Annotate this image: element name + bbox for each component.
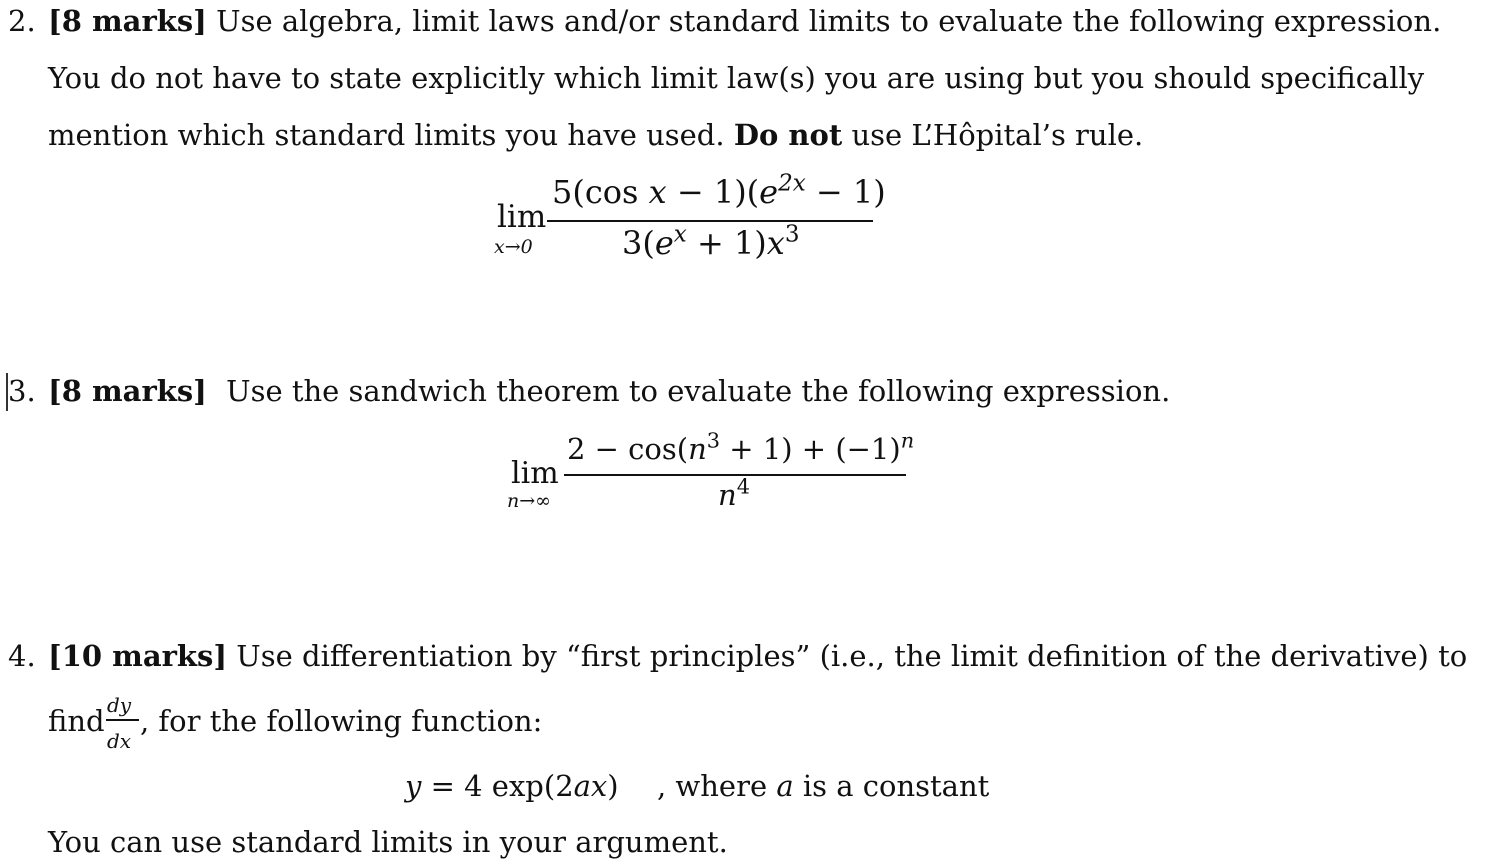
q4-marks: [10 marks]	[48, 639, 228, 673]
q4-deriv-bar	[106, 719, 139, 721]
q4-dx: dx	[107, 729, 132, 753]
q2-numerator: 5(cos $x - 1)(e^{2x} - 1)$	[552, 170, 886, 211]
q4-line1-text: Use differentiation by “first principles” (i.e., the limit definition of the derivative) to	[236, 639, 1468, 673]
q2-line1	[48, 4, 1441, 38]
q4-number: 4.	[8, 639, 36, 673]
q3-line1-text: Use the sandwich theorem to evaluate the following expression.	[226, 374, 1171, 408]
q4-where: , where a is a constant	[657, 769, 990, 803]
q4-find: find	[48, 704, 105, 738]
q3-marks: [8 marks]	[48, 374, 207, 408]
q2-lim: lim	[497, 199, 547, 235]
q2-denominator: $3(e^x + 1)x^3$	[622, 221, 800, 262]
q2-line3	[48, 118, 1143, 152]
q3-line1	[48, 374, 1170, 408]
q2-number: 2.	[8, 4, 36, 38]
q3-denominator: $n^4$	[718, 474, 750, 512]
q2-line3-pre: mention which standard limits you have used.	[48, 118, 734, 152]
q3-fraction-bar	[564, 474, 906, 476]
q4-function: y = 4 exp(2ax)	[405, 769, 619, 803]
q3-numerator: $2 - \cos(n^3 + 1) + (-1)^n$	[567, 428, 915, 466]
q3-lim-sub: n→∞	[507, 490, 551, 512]
q3-number: 3.	[8, 374, 36, 408]
q4-line-last: You can use standard limits in your argument.	[48, 825, 728, 859]
q3-lim: lim	[511, 456, 559, 491]
q2-line2: You do not have to state explicitly which limit law(s) you are using but you should specifically	[48, 61, 1425, 95]
q2-line3-bold: Do not	[733, 118, 843, 152]
q2-marks: [8 marks]	[48, 4, 207, 38]
q4-line1	[48, 639, 1467, 673]
q2-fraction-bar	[547, 220, 873, 222]
q2-lim-sub: x→0	[494, 236, 533, 258]
q4-line2-post: , for the following function:	[140, 704, 543, 738]
q2-line1-text: Use algebra, limit laws and/or standard limits to evaluate the following expression.	[216, 4, 1442, 38]
q2-line3-post: use L’Hôpital’s rule.	[842, 118, 1144, 152]
q4-dy: dy	[107, 693, 132, 717]
